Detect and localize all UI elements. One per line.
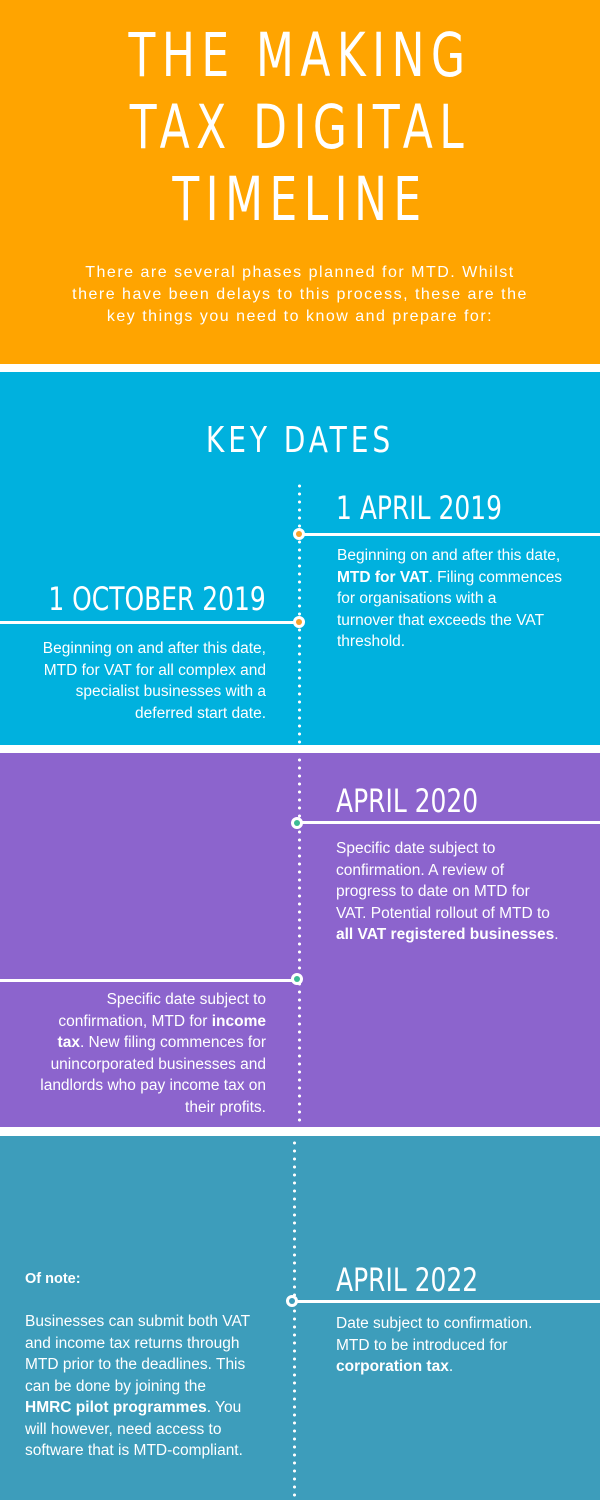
text-line: landlords who pay income tax on bbox=[40, 1077, 266, 1094]
text-line: MTD to be introduced for bbox=[336, 1336, 508, 1354]
text-line: MTD prior to the deadlines. This bbox=[25, 1356, 246, 1373]
main-title-line-2: TAX DIGITAL bbox=[129, 92, 471, 163]
text-line: Date subject to confirmation. bbox=[336, 1315, 533, 1332]
timeline-dotted-line bbox=[293, 1139, 296, 1497]
bold-text: tax bbox=[57, 1034, 80, 1051]
key-dates-heading: KEY DATES bbox=[205, 420, 395, 461]
text-line: HMRC pilot programmes. You bbox=[25, 1399, 242, 1416]
bold-text: HMRC pilot programmes bbox=[25, 1399, 207, 1416]
timeline-node bbox=[293, 528, 305, 540]
text-line: will however, need access to bbox=[25, 1420, 222, 1438]
text-line: Specific date subject to bbox=[336, 840, 496, 857]
text-line: confirmation, MTD for income bbox=[58, 1012, 266, 1030]
text-line: Beginning on and after this date, bbox=[42, 640, 266, 657]
text-line: VAT. Potential rollout of MTD to bbox=[336, 904, 550, 922]
date-heading-1-october-2019: 1 OCTOBER 2019 bbox=[48, 580, 266, 618]
date-heading-april-2022: APRIL 2022 bbox=[336, 1261, 479, 1299]
text-line: threshold. bbox=[337, 633, 406, 650]
date-heading-1-april-2019: 1 APRIL 2019 bbox=[336, 489, 503, 527]
timeline-node-core bbox=[294, 820, 300, 826]
event-description-income-tax bbox=[40, 989, 266, 1118]
timeline-branch-line bbox=[300, 533, 600, 536]
timeline-node-core bbox=[289, 1298, 295, 1304]
text-line: confirmation. A review of bbox=[336, 861, 504, 879]
date-heading-april-2020: APRIL 2020 bbox=[336, 782, 479, 820]
text-line: corporation tax. bbox=[336, 1358, 454, 1375]
main-title-line-3: TIMELINE bbox=[172, 164, 428, 235]
text-line: unincorporated businesses and bbox=[50, 1055, 266, 1073]
bold-text: income bbox=[211, 1012, 266, 1030]
event-description-apr-2022 bbox=[336, 1313, 532, 1378]
text-line: Specific date subject to bbox=[106, 991, 266, 1008]
timeline-node-core bbox=[296, 531, 302, 537]
timeline-branch-line bbox=[0, 621, 300, 624]
text-line: their profits. bbox=[185, 1098, 266, 1116]
event-description-apr-2019 bbox=[337, 545, 562, 653]
bold-text: MTD for VAT bbox=[337, 568, 429, 586]
text-line: can be done by joining the bbox=[25, 1377, 206, 1395]
timeline-branch-line bbox=[0, 979, 298, 982]
text-line: turnover that exceeds the VAT bbox=[337, 611, 545, 629]
text-line: software that is MTD-compliant. bbox=[25, 1442, 243, 1459]
bold-text: corporation tax bbox=[336, 1358, 449, 1375]
timeline-node-core bbox=[296, 619, 302, 625]
text-line: all VAT registered businesses. bbox=[336, 926, 559, 943]
timeline-dotted-line bbox=[298, 482, 301, 744]
timeline-node-core bbox=[294, 976, 300, 982]
timeline-node bbox=[291, 817, 303, 829]
text-line: MTD for VAT. Filing commences bbox=[337, 568, 563, 586]
intro-line: There are several phases planned for MTD. Whilst bbox=[85, 264, 515, 281]
text-line: Businesses can submit both VAT bbox=[25, 1313, 251, 1330]
note-body bbox=[25, 1311, 250, 1462]
text-line: MTD for VAT for all complex and bbox=[43, 661, 266, 679]
intro-line: there have been delays to this process, these are the bbox=[72, 286, 528, 303]
text-line: progress to date on MTD for bbox=[336, 883, 530, 900]
timeline-node bbox=[291, 973, 303, 985]
text-line: tax. New filing commences for bbox=[57, 1034, 266, 1051]
timeline-node bbox=[293, 616, 305, 628]
bold-text: all VAT registered businesses bbox=[336, 926, 555, 943]
timeline-node bbox=[286, 1295, 298, 1307]
text-line: deferred start date. bbox=[135, 704, 266, 722]
timeline-branch-line bbox=[296, 1300, 600, 1303]
note-heading: Of note: bbox=[25, 1271, 81, 1287]
event-description-oct-2019 bbox=[43, 638, 266, 724]
text-line: and income tax returns through bbox=[25, 1334, 240, 1352]
text-line: specialist businesses with a bbox=[75, 683, 266, 700]
main-title-line-1: THE MAKING bbox=[128, 20, 472, 91]
intro-line: key things you need to know and prepare for: bbox=[106, 308, 494, 325]
text-line: Beginning on and after this date, bbox=[337, 547, 561, 564]
timeline-dotted-line bbox=[298, 756, 301, 1124]
event-description-apr-2020 bbox=[336, 838, 559, 946]
text-line: for organisations with a bbox=[337, 590, 497, 607]
timeline-branch-line bbox=[300, 821, 600, 824]
intro-text bbox=[40, 262, 560, 328]
